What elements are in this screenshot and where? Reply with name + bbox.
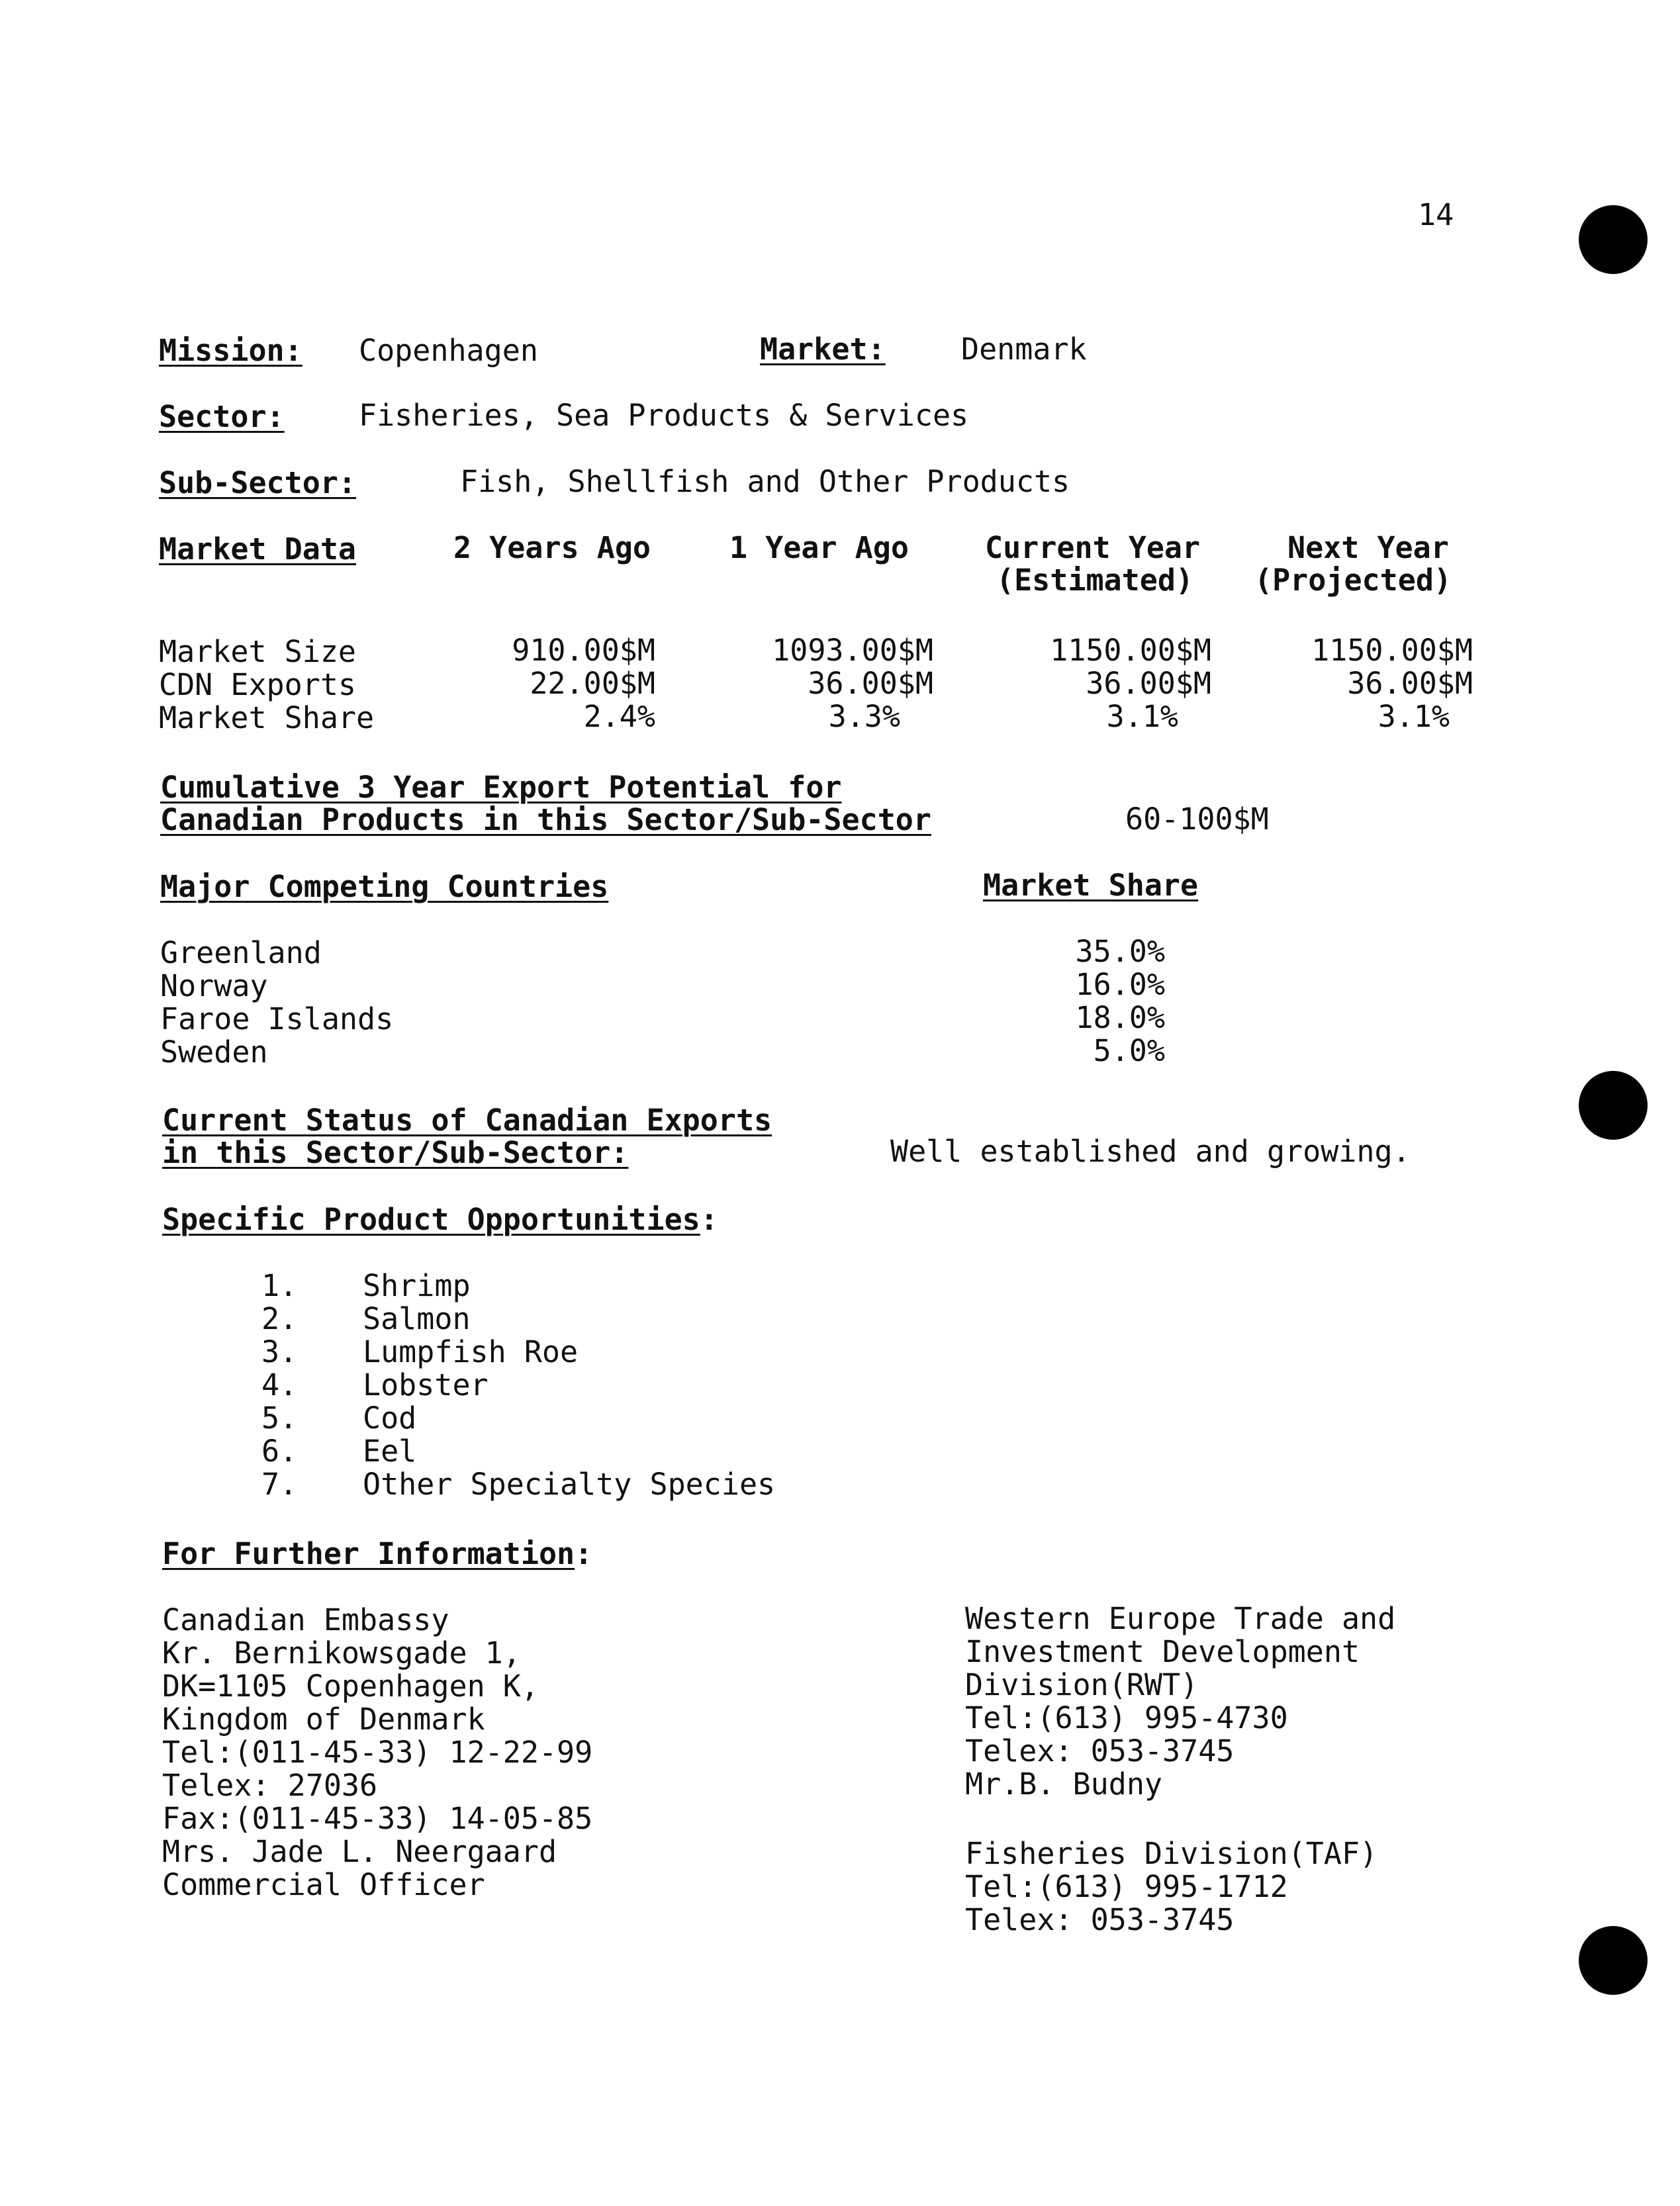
mission-label: Mission:: [159, 333, 303, 368]
contact-line: Mr.B. Budny: [965, 1767, 1163, 1802]
list-item-number: 2.: [261, 1301, 298, 1336]
table-cell: 36.00$M: [1086, 666, 1211, 701]
contact-line: Kr. Bernikowsgade 1,: [162, 1635, 521, 1671]
list-item: Cod: [363, 1401, 417, 1436]
list-item-number: 7.: [261, 1467, 298, 1502]
punch-hole-bottom: [1579, 1926, 1648, 1995]
competitor-share: 16.0%: [1075, 967, 1165, 1002]
status-value: Well established and growing.: [890, 1134, 1411, 1169]
table-row-label: CDN Exports: [159, 667, 357, 702]
competitor-country: Sweden: [160, 1034, 268, 1070]
list-item-number: 5.: [261, 1401, 298, 1436]
contact-line: Tel:(613) 995-1712: [965, 1869, 1288, 1904]
list-item: Salmon: [363, 1301, 471, 1336]
list-item: Lumpfish Roe: [363, 1334, 579, 1369]
contact-line: DK=1105 Copenhagen K,: [162, 1669, 539, 1704]
opportunities-heading-colon: :: [700, 1202, 718, 1237]
list-item-number: 6.: [261, 1434, 298, 1469]
list-item-number: 1.: [261, 1268, 298, 1303]
list-item: Lobster: [363, 1367, 489, 1402]
further-info-heading-colon: :: [575, 1536, 593, 1571]
status-heading-line1: Current Status of Canadian Exports: [162, 1103, 772, 1138]
status-heading-line2: in this Sector/Sub-Sector:: [162, 1135, 629, 1170]
contact-line: Canadian Embassy: [162, 1602, 449, 1637]
contact-line: Mrs. Jade L. Neergaard: [162, 1834, 557, 1869]
list-item: Eel: [363, 1434, 417, 1469]
table-cell: 2.4%: [583, 699, 655, 734]
list-item: Other Specialty Species: [363, 1467, 776, 1502]
competitor-share: 5.0%: [1093, 1033, 1165, 1068]
column-header: Next Year: [1287, 530, 1449, 565]
contact-line: Commercial Officer: [162, 1867, 485, 1902]
contact-line: Tel:(011-45-33) 12-22-99: [162, 1735, 593, 1770]
table-cell: 1093.00$M: [772, 633, 933, 668]
competitor-country: Norway: [160, 968, 268, 1003]
table-cell: 910.00$M: [512, 633, 655, 668]
contact-line: Western Europe Trade and: [965, 1601, 1396, 1636]
mission-value: Copenhagen: [359, 333, 538, 368]
opportunities-heading-text: Specific Product Opportunities: [162, 1202, 700, 1237]
contact-line: Telex: 053-3745: [965, 1902, 1235, 1937]
table-cell: 3.3%: [828, 699, 900, 734]
table-cell: 1150.00$M: [1050, 633, 1211, 668]
potential-heading-line1: Cumulative 3 Year Export Potential for: [160, 770, 842, 805]
contact-line: Tel:(613) 995-4730: [965, 1700, 1288, 1735]
competitors-header: Major Competing Countries: [160, 869, 609, 904]
page-number: 14: [1418, 197, 1454, 232]
competitor-share: 18.0%: [1075, 1000, 1165, 1035]
column-header: 2 Years Ago: [453, 530, 651, 565]
market-data-header: Market Data: [159, 531, 357, 567]
column-header: Current Year: [985, 530, 1201, 565]
list-item-number: 4.: [261, 1367, 298, 1402]
table-cell: 3.1%: [1106, 699, 1178, 734]
column-subheader: (Projected): [1254, 563, 1452, 598]
contact-line: Telex: 053-3745: [965, 1733, 1235, 1769]
list-item: Shrimp: [363, 1268, 471, 1303]
market-label: Market:: [760, 332, 886, 367]
contact-line: Fisheries Division(TAF): [965, 1836, 1378, 1871]
contact-line: Telex: 27036: [162, 1768, 378, 1803]
table-cell: 36.00$M: [1347, 666, 1473, 701]
punch-hole-top: [1579, 205, 1648, 274]
sub-sector-label: Sub-Sector:: [159, 465, 357, 500]
table-cell: 36.00$M: [808, 666, 933, 701]
sector-label: Sector:: [159, 399, 285, 434]
column-header: 1 Year Ago: [729, 530, 909, 565]
competitors-share-header: Market Share: [983, 868, 1199, 903]
list-item-number: 3.: [261, 1334, 298, 1369]
further-info-heading-text: For Further Information: [162, 1536, 575, 1571]
competitor-country: Greenland: [160, 935, 322, 970]
table-cell: 3.1%: [1377, 699, 1450, 734]
contact-line: Fax:(011-45-33) 14-05-85: [162, 1801, 593, 1836]
table-cell: 1150.00$M: [1311, 633, 1473, 668]
column-subheader: (Estimated): [996, 563, 1194, 598]
potential-heading-line2: Canadian Products in this Sector/Sub-Sector: [160, 802, 931, 837]
market-value: Denmark: [961, 332, 1087, 367]
table-row-label: Market Share: [159, 700, 375, 735]
sector-value: Fisheries, Sea Products & Services: [359, 398, 969, 433]
table-cell: 22.00$M: [530, 666, 655, 701]
further-info-heading: [162, 1538, 592, 1571]
table-row-label: Market Size: [159, 634, 357, 669]
competitor-share: 35.0%: [1075, 934, 1165, 969]
contact-line: Division(RWT): [965, 1667, 1199, 1702]
opportunities-heading: [162, 1203, 718, 1236]
contact-line: Kingdom of Denmark: [162, 1702, 485, 1737]
competitor-country: Faroe Islands: [160, 1001, 394, 1036]
contact-line: Investment Development: [965, 1634, 1360, 1669]
punch-hole-middle: [1579, 1071, 1648, 1140]
sub-sector-value: Fish, Shellfish and Other Products: [460, 464, 1070, 499]
potential-value: 60-100$M: [1125, 802, 1269, 837]
